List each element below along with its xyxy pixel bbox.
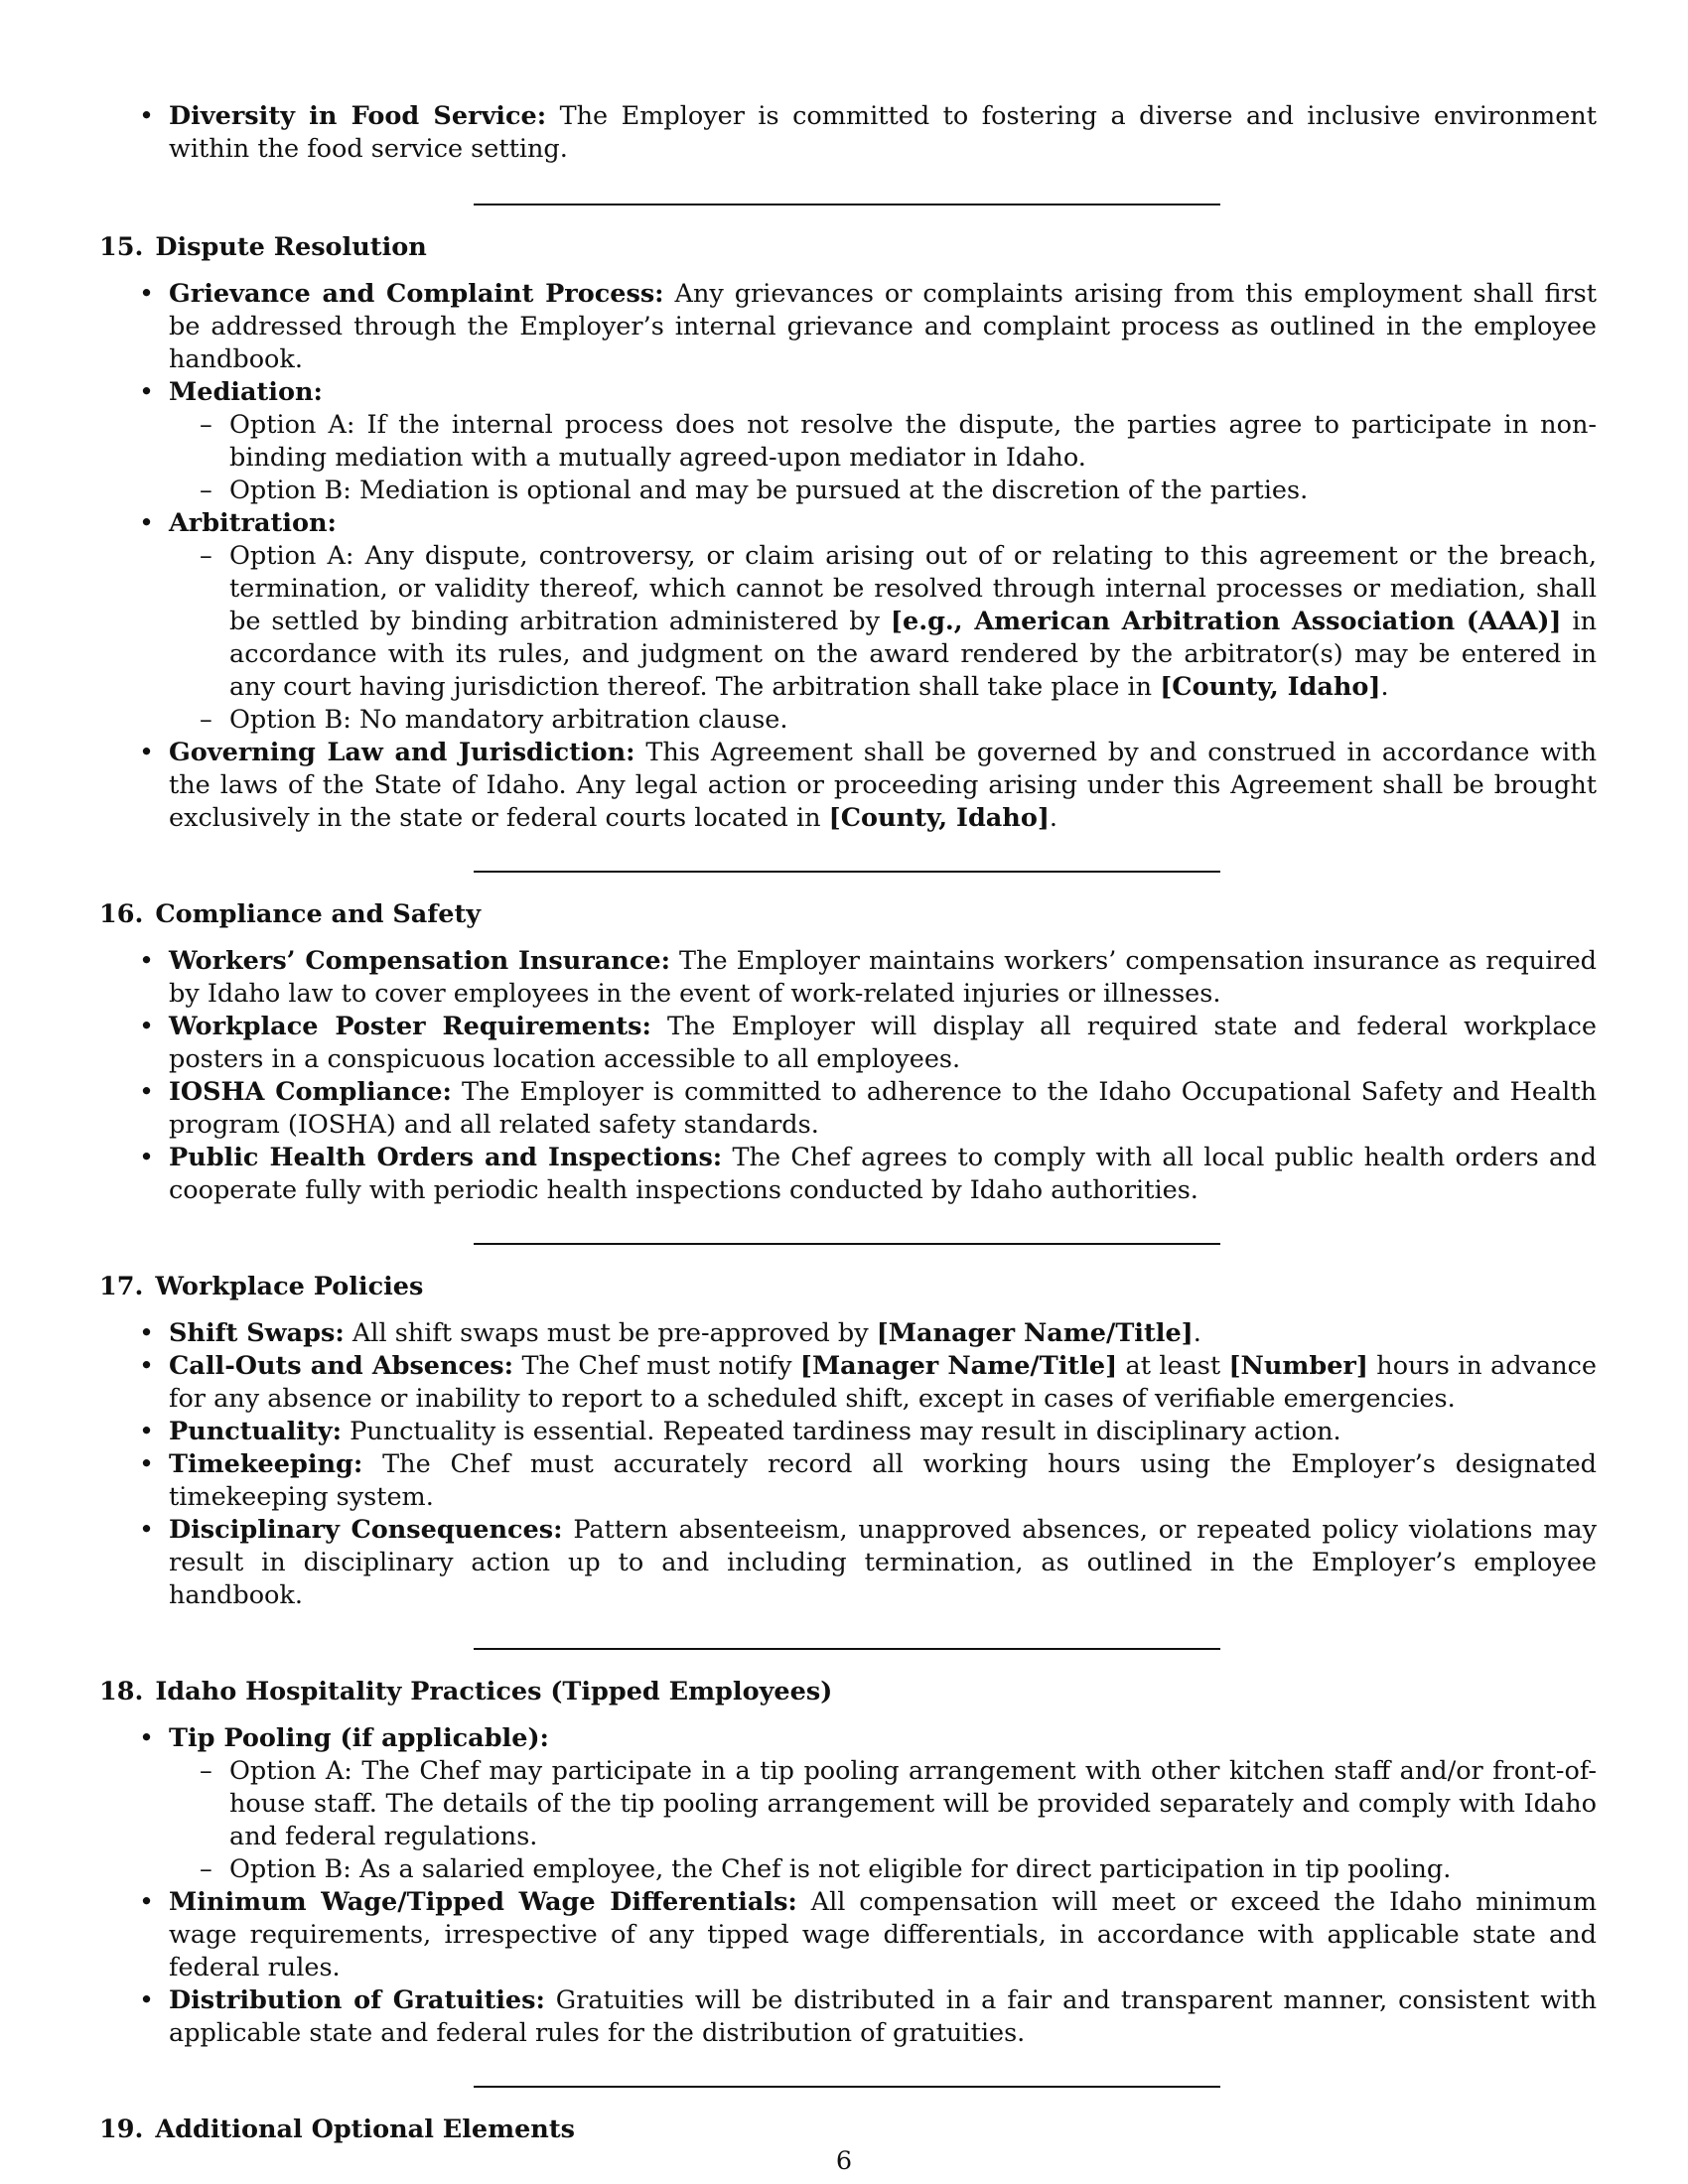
placeholder-field: [Manager Name/Title]	[876, 1318, 1194, 1348]
item-label: Mediation:	[169, 377, 323, 407]
section-15-list	[99, 278, 1597, 835]
item-text: Punctuality is essential. Repeated tardiness may result in disciplinary action.	[350, 1417, 1341, 1446]
sub-list	[169, 540, 1597, 737]
list-item	[99, 1416, 1597, 1448]
item-label: Grievance and Complaint Process:	[169, 279, 664, 309]
item-text: The Employer is committed to fostering a diverse and inclusive environment within the food service setting.	[169, 101, 1597, 164]
item-label: Arbitration:	[169, 508, 337, 538]
item-text: Option A: Any dispute, controversy, or claim arising out of or relating to this agreement or the breach, termination, or validity thereof, which cannot be resolved through internal processes or mediation, shall be settled by binding arbitration administered by	[229, 541, 1597, 636]
section-title: Compliance and Safety	[155, 899, 482, 929]
item-label: Governing Law and Jurisdiction:	[169, 738, 635, 767]
list-item	[99, 945, 1597, 1011]
placeholder-field: [Manager Name/Title]	[799, 1351, 1118, 1381]
item-text: .	[1380, 672, 1389, 702]
section-16-list	[99, 945, 1597, 1207]
section-heading-18	[99, 1676, 1597, 1708]
sub-list-item: – Option B: As a salaried employee, the Chef is not eligible for direct participation in tip pooling.	[169, 1853, 1597, 1886]
placeholder-field: [Number]	[1228, 1351, 1368, 1381]
item-text: The Employer is committed to adherence to the Idaho Occupational Safety and Health program (IOSHA) and all related safety standards.	[169, 1077, 1597, 1140]
section-title: Idaho Hospitality Practices (Tipped Employees)	[155, 1677, 833, 1706]
section-18-list	[99, 1722, 1597, 2050]
item-text: at least	[1117, 1351, 1229, 1381]
list-item	[99, 1317, 1597, 1350]
list-item	[99, 737, 1597, 835]
item-label: Diversity in Food Service:	[169, 101, 547, 131]
list-item	[99, 1722, 1597, 1886]
list-item	[99, 1984, 1597, 2050]
section-17-list	[99, 1317, 1597, 1612]
page-number: 6	[835, 2146, 853, 2176]
item-label: Minimum Wage/Tipped Wage Differentials:	[169, 1887, 797, 1917]
item-label: Punctuality:	[169, 1417, 343, 1446]
item-text: All compensation will meet or exceed the Idaho minimum wage requirements, irrespective of any tipped wage differentials, in accordance with applicable state and federal rules.	[169, 1887, 1598, 1982]
item-text: This Agreement shall be governed by and construed in accordance with the laws of the State of Idaho. Any legal action or proceeding arising under this Agreement shall be brought exclusively in the state or federal courts located in	[169, 738, 1598, 833]
item-text: The Employer maintains workers’ compensation insurance as required by Idaho law to cover employees in the event of work-related injuries or illnesses.	[169, 946, 1597, 1009]
section-heading-17	[99, 1271, 1597, 1303]
sub-list-item: – Option B: Mediation is optional and may be pursued at the discretion of the parties.	[169, 475, 1597, 507]
section-divider	[474, 204, 1220, 205]
placeholder-field: [e.g., American Arbitration Association (AAA)]	[890, 607, 1562, 636]
item-label: IOSHA Compliance:	[169, 1077, 452, 1107]
item-text: Gratuities will be distributed in a fair and transparent manner, consistent with applicable state and federal rules for the distribution of gratuities.	[169, 1985, 1597, 2048]
item-label: Disciplinary Consequences:	[169, 1515, 563, 1545]
sub-list-item: – Option B: No mandatory arbitration clause.	[169, 704, 1597, 737]
list-item	[99, 278, 1597, 376]
list-item	[99, 1886, 1597, 1984]
sub-list-item: – Option A: The Chef may participate in a tip pooling arrangement with other kitchen staff and/or front-of-house staff. The details of the tip pooling arrangement will be provided separately and comply with Idaho and federal regulations.	[169, 1755, 1597, 1853]
section-number: 15.	[99, 232, 144, 262]
sub-list-item	[169, 540, 1597, 704]
item-label: Call-Outs and Absences:	[169, 1351, 514, 1381]
section-divider	[474, 2086, 1220, 2088]
sub-list-item: – Option A: If the internal process does not resolve the dispute, the parties agree to participate in non-binding mediation with a mutually agreed-upon mediator in Idaho.	[169, 409, 1597, 475]
sub-list	[169, 409, 1597, 507]
sub-list	[169, 1755, 1597, 1886]
item-text: Any grievances or complaints arising from this employment shall first be addressed through the Employer’s internal grievance and complaint process as outlined in the employee handbook.	[169, 279, 1597, 374]
section-number: 18.	[99, 1677, 144, 1706]
item-label: Distribution of Gratuities:	[169, 1985, 545, 2015]
list-item	[99, 1448, 1597, 1514]
item-text: hours in advance for any absence or inability to report to a scheduled shift, except in cases of verifiable emergencies.	[169, 1351, 1598, 1414]
item-text: The Chef must accurately record all working hours using the Employer’s designated timekeeping system.	[169, 1449, 1597, 1512]
list-item	[99, 100, 1597, 166]
section-divider	[474, 1648, 1220, 1650]
item-text: The Chef agrees to comply with all local public health orders and cooperate fully with periodic health inspections conducted by Idaho authorities.	[169, 1143, 1597, 1205]
item-label: Tip Pooling (if applicable):	[169, 1723, 549, 1753]
item-label: Timekeeping:	[169, 1449, 363, 1479]
intro-list	[99, 100, 1597, 166]
section-divider	[474, 871, 1220, 873]
placeholder-field: [County, Idaho]	[1160, 672, 1381, 702]
section-number: 19.	[99, 2115, 144, 2144]
item-text: in accordance with its rules, and judgment on the award rendered by the arbitrator(s) may be entered in any court having jurisdiction thereof. The arbitration shall take place in	[229, 607, 1597, 702]
item-text: All shift swaps must be pre-approved by	[352, 1318, 877, 1348]
section-heading-15	[99, 231, 1597, 264]
item-label: Workplace Poster Requirements:	[169, 1012, 651, 1041]
section-number: 16.	[99, 899, 144, 929]
section-divider	[474, 1243, 1220, 1245]
item-text: Pattern absenteeism, unapproved absences, or repeated policy violations may result in disciplinary action up to and including termination, as outlined in the Employer’s employee handbook.	[169, 1515, 1597, 1610]
list-item	[99, 376, 1597, 507]
item-label: Shift Swaps:	[169, 1318, 345, 1348]
list-item	[99, 1011, 1597, 1076]
placeholder-field: [County, Idaho]	[828, 803, 1050, 833]
list-item	[99, 1076, 1597, 1142]
list-item	[99, 1142, 1597, 1207]
item-text: .	[1049, 803, 1058, 833]
item-label: Public Health Orders and Inspections:	[169, 1143, 723, 1172]
section-title: Workplace Policies	[155, 1272, 424, 1301]
section-title: Dispute Resolution	[155, 232, 427, 262]
section-title: Additional Optional Elements	[155, 2115, 575, 2144]
section-heading-16	[99, 898, 1597, 931]
item-text: The Employer will display all required state and federal workplace posters in a conspicuous location accessible to all employees.	[169, 1012, 1597, 1074]
page-content	[99, 100, 1597, 2160]
section-heading-19	[99, 2114, 1597, 2146]
section-number: 17.	[99, 1272, 144, 1301]
item-label: Workers’ Compensation Insurance:	[169, 946, 670, 976]
list-item	[99, 507, 1597, 737]
list-item	[99, 1350, 1597, 1416]
item-text: The Chef must notify	[521, 1351, 800, 1381]
item-text: .	[1193, 1318, 1201, 1348]
list-item	[99, 1514, 1597, 1612]
